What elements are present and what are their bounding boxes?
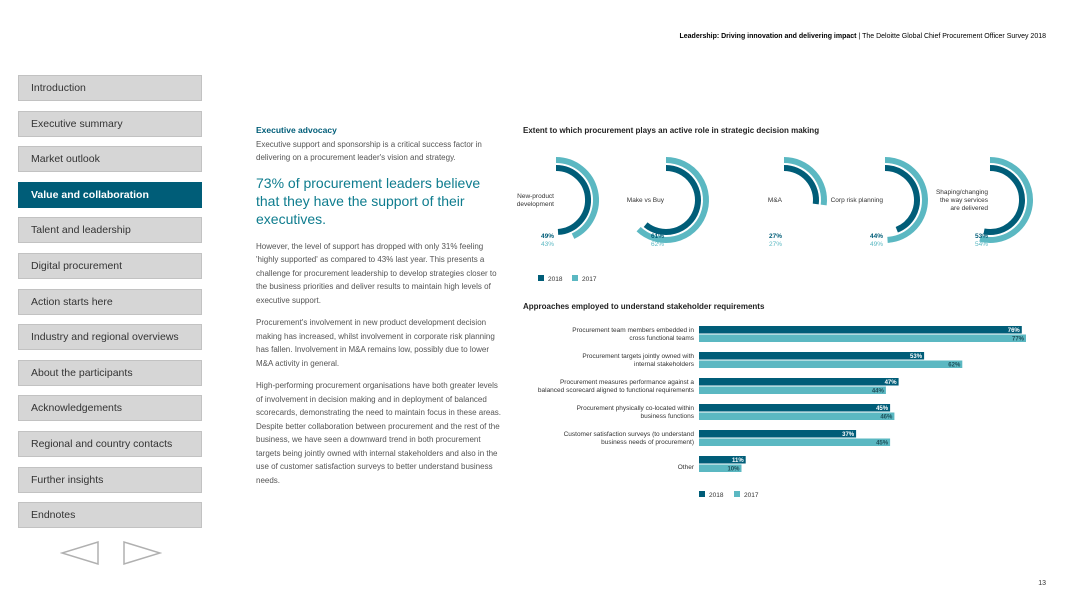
legend-swatch-2018-a <box>538 275 544 281</box>
header-title: Leadership: Driving innovation and delivering impact <box>679 33 857 40</box>
category-label-1-0: Procurement targets jointly owned with <box>582 353 694 360</box>
ring-label-4-1: the way services <box>939 197 988 204</box>
ring-value-2017-4: 54% <box>974 241 988 248</box>
bar-2018-1 <box>699 352 924 360</box>
bar-label-2017-1: 62% <box>948 362 961 369</box>
nav-item-market-outlook[interactable]: Market outlook <box>18 146 202 172</box>
bar-label-2018-0: 76% <box>1007 328 1020 334</box>
ring-2018-0 <box>556 168 588 232</box>
decision-chart-title: Extent to which procurement plays an active role in strategic decision making <box>523 126 820 135</box>
ring-label-4-0: Shaping/changing <box>935 189 988 196</box>
category-label-1-1: internal stakeholders <box>634 361 694 368</box>
body-paragraph-3: High-performing procurement organisations have both greater levels of involvement in decision making and in deployment of balanced scorecards, demonstrating the need to maintain focus in these areas. Despite better collaboration between procurement and the rest of the business, we have seen a downward trend in both procurement targets being jointly owned with internal stakeholders and also in the use of customer satisfaction surveys to better understand business needs. <box>256 381 502 485</box>
legend-label-2018-b: 2018 <box>709 492 724 499</box>
legend-label-2018-a: 2018 <box>548 276 563 283</box>
nav-item-digital-procurement[interactable]: Digital procurement <box>18 253 202 279</box>
section-title: Executive advocacy <box>256 125 337 135</box>
category-label-2-0: Procurement measures performance against a <box>559 379 694 386</box>
pull-quote: 73% of procurement leaders believe that they have the support of their executives. <box>256 174 481 227</box>
ring-label-2-0: M&A <box>767 197 782 204</box>
header-subtitle: The Deloitte Global Chief Procurement Officer Survey 2018 <box>862 33 1046 40</box>
nav-item-about-the-participants[interactable]: About the participants <box>18 360 202 386</box>
page-number: 13 <box>1038 580 1046 587</box>
category-label-3-1: business functions <box>640 413 694 420</box>
stakeholder-chart-title: Approaches employed to understand stakeholder requirements <box>523 302 765 311</box>
category-label-0-0: Procurement team members embedded in <box>572 327 694 334</box>
ring-value-2018-3: 44% <box>869 233 883 240</box>
bar-2017-0 <box>699 335 1026 343</box>
category-label-3-0: Procurement physically co-located within <box>576 405 694 412</box>
bar-label-2018-3: 45% <box>876 406 889 412</box>
bar-2018-0 <box>699 326 1022 334</box>
section-intro: Executive support and sponsorship is a critical success factor in delivering on a procurement leader's vision and strategy. <box>256 139 482 162</box>
ring-value-2017-3: 49% <box>869 241 883 248</box>
nav-item-executive-summary[interactable]: Executive summary <box>18 111 202 137</box>
bar-2017-2 <box>699 387 886 395</box>
nav-item-industry-and-regional-overviews[interactable]: Industry and regional overviews <box>18 324 202 350</box>
nav-item-action-starts-here[interactable]: Action starts here <box>18 289 202 315</box>
bar-label-2018-1: 53% <box>910 354 923 360</box>
bar-2018-3 <box>699 404 890 412</box>
ring-label-0-0: New-product <box>517 193 554 200</box>
nav-item-introduction[interactable]: Introduction <box>18 75 202 101</box>
nav-item-further-insights[interactable]: Further insights <box>18 467 202 493</box>
bar-label-2018-2: 47% <box>884 380 897 386</box>
ring-value-2018-4: 53% <box>974 233 988 240</box>
ring-label-1-0: Make vs Buy <box>626 197 664 204</box>
bar-2017-1 <box>699 361 962 369</box>
category-label-4-1: business needs of procurement) <box>601 439 694 446</box>
category-label-0-1: cross functional teams <box>629 335 694 342</box>
category-label-4-0: Customer satisfaction surveys (to understand <box>563 431 694 438</box>
bar-label-2017-4: 45% <box>876 440 889 447</box>
bar-label-2018-4: 37% <box>842 432 855 438</box>
ring-label-3-0: Corp risk planning <box>830 197 883 204</box>
ring-2018-4 <box>984 168 1022 232</box>
ring-value-2017-1: 62% <box>650 241 664 248</box>
legend-swatch-2017-a <box>572 275 578 281</box>
body-paragraph-2: Procurement's involvement in new product development decision making has increased, whilst involvement in corporate risk planning has fallen. Involvement in M&A remains low, possibly due to lower M&A activity in general. <box>256 318 495 368</box>
ring-value-2017-2: 27% <box>768 241 782 248</box>
bar-label-2018-5: 11% <box>732 458 744 464</box>
body-paragraph-1: However, the level of support has dropped with only 31% feeling 'highly supported' as compared to 43% last year. This presents a challenge for procurement leadership to develop strategies closer to the business priorities and deliver results to maintain high levels of executive support. <box>256 241 497 305</box>
legend-swatch-2018-b <box>699 491 705 497</box>
nav-item-value-and-collaboration[interactable]: Value and collaboration <box>18 182 202 208</box>
nav-item-endnotes[interactable]: Endnotes <box>18 502 202 528</box>
bar-2017-4 <box>699 439 890 447</box>
ring-label-0-1: development <box>516 201 554 208</box>
ring-value-2018-0: 49% <box>540 233 554 240</box>
bar-2018-4 <box>699 430 856 438</box>
ring-label-4-2: are delivered <box>950 205 988 212</box>
category-label-2-1: balanced scorecard aligned to functional requirements <box>537 387 694 394</box>
category-label-5-0: Other <box>677 464 694 471</box>
ring-value-2018-2: 27% <box>768 233 782 240</box>
bar-label-2017-0: 77% <box>1011 336 1024 343</box>
nav-item-talent-and-leadership[interactable]: Talent and leadership <box>18 217 202 243</box>
ring-value-2017-0: 43% <box>540 241 554 248</box>
ring-2018-3 <box>885 168 917 230</box>
bar-label-2017-2: 44% <box>871 388 884 395</box>
legend-label-2017-b: 2017 <box>744 492 759 499</box>
bar-2018-2 <box>699 378 899 386</box>
bar-label-2017-3: 46% <box>880 414 893 421</box>
nav-item-regional-and-country-contacts[interactable]: Regional and country contacts <box>18 431 202 457</box>
bar-2017-3 <box>699 413 894 421</box>
header-separator: | <box>858 33 861 40</box>
nav-item-acknowledgements[interactable]: Acknowledgements <box>18 395 202 421</box>
ring-value-2018-1: 61% <box>650 233 664 240</box>
legend-label-2017-a: 2017 <box>582 276 597 283</box>
bar-label-2017-5: 10% <box>727 466 740 473</box>
legend-swatch-2017-b <box>734 491 740 497</box>
